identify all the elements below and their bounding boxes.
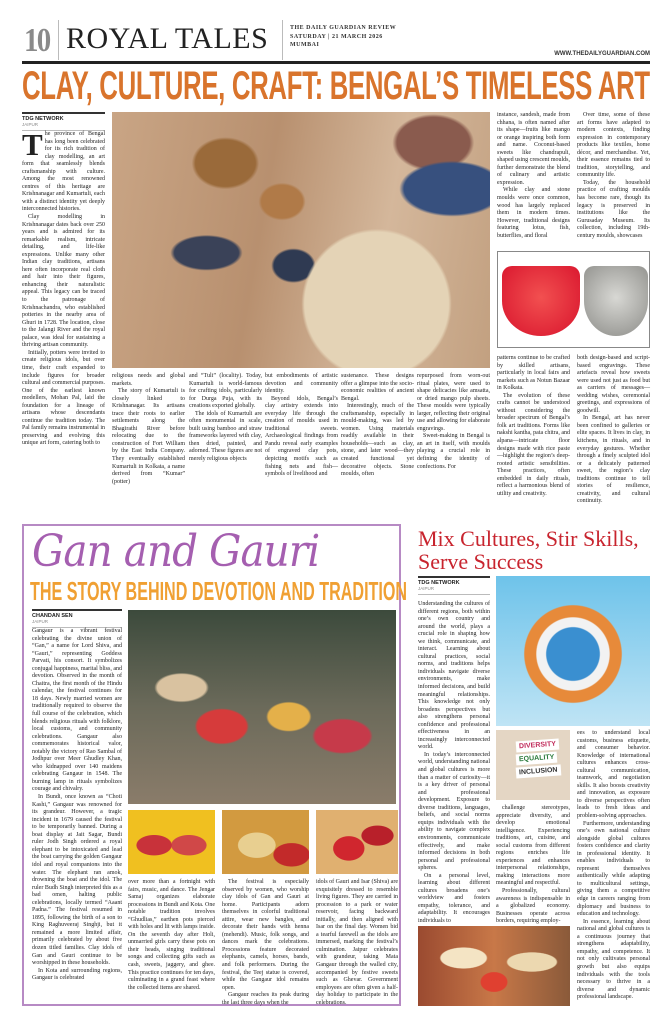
article-column	[128, 879, 215, 1001]
paragraph: The story of Kumartuli is closely linked to Krishnanagar. Its artisans trace their roots to earlier settlements along the Bhagirathi River before relocating due to the construction of Fort William by the East India Company. They eventually established Kumartuli in Kolkata, a name derived from “Kumar” (potter)	[112, 388, 185, 485]
gangaur-dolls-photo	[316, 810, 398, 874]
article-column	[497, 355, 570, 507]
article-column	[418, 601, 490, 924]
byline-name: TDG NETWORK	[418, 580, 460, 586]
website-link[interactable]: WWW.THEDAILYGUARDIAN.COM	[554, 51, 650, 57]
paragraph: he province of Bengal has long been celebrated for its rich tradition of clay modelling, an art form that seamlessly blends craftsmanship with culture. Among the most renowned centres of this heritage are Krishnanagar and Kumartuli, each with a distinct identity yet deeply interconnected histories.	[22, 131, 105, 213]
paragraph: Beyond idols, Bengal’s clay artistry extends into everyday life through the creation of moulds used in traditional sweets. Archaeological findings from Pandu reveal early examples of engraved clay pots, depicting motifs such as fishing nets and fish—symbols of livelihood and	[265, 395, 338, 478]
divider	[282, 20, 283, 60]
paragraph: challenge stereotypes, appreciate diversity, and develop emotional intelligence. Experiencing traditions, art, cuisine, and social customs from different regions enriches life experiences and enhances interpersonal relationships, making interactions more meaningful and respectful.	[496, 805, 570, 887]
paragraph: In essence, learning about national and global cultures is a continuous journey that strengthens adaptability, empathy, and competence. It not only cultivates personal growth but also equips individuals with the tools necessary to thrive in a diverse and dynamic professional landscape.	[577, 918, 650, 1001]
paragraph: Clay modelling in Krishnanagar dates back over 250 years and is admired for its remarkable realism, intricate detailing, and life-like expressions. Unlike many other Indian clay traditions, artisans here often incorporate real cloth and hair into their figures, enhancing their naturalistic appeal. This legacy can be traced to the patronage of Krishnachandra, who established potteries in the nearby area of Ghuri in 1728. The location, close to the Jalangi River and the royal palace, was ideal for sustaining a thriving artisan community.	[22, 214, 105, 349]
paragraph: but embodiments of artistic devotion and community identity.	[265, 373, 338, 395]
paragraph: The idols of Kumartuli are often monumental in scale, built using bamboo and straw frameworks layered with clay, then dried, painted, and adorned. These figures are not merely religious objects	[189, 410, 262, 463]
paragraph: The evolution of these crafts cannot be understood without considering the broader spectrum of Bengal’s folk art traditions. Forms like nakshi kantha, pata chitra, and alpana—intricate floor designs made with rice paste—highlight the region’s deep-rooted artistic sensibilities. These practices, often embedded in daily rituals, reflect a harmonious blend of utility and creativity.	[497, 392, 570, 497]
paragraph: Initially, potters were invited to create religious idols, but over time, their craft expanded to include figures for broader cultural and commercial purposes. One of the earliest known modellers, Mohan Pal, laid the foundation for a lineage of artisans whose descendants continue the tradition today. The Pal family remains instrumental in preserving and evolving this unique art form, catering both to	[22, 349, 105, 447]
paragraph: On a personal level, learning about different cultures broadens one’s worldview and fosters empathy, tolerance, and adaptability. It encourages individuals to	[418, 872, 490, 924]
byline-city: JAIPUR	[418, 586, 435, 591]
paragraph: and “Tuli” (locality). Today, Kumartuli is world-famous for crafting idols, particularly for Durga Puja, with its creations exported globally.	[189, 373, 262, 410]
paragraph: sustenance. These designs offer a glimpse into the socio-economic realities of ancient Bengal.	[341, 373, 414, 402]
culture-headline: Mix Cultures, Stir Skills, Serve Success	[418, 526, 639, 574]
article-column	[577, 112, 650, 248]
article-column	[577, 730, 650, 1006]
divider	[58, 20, 59, 60]
paragraph: patterns continue to be crafted by skilled artisans, particularly in local fairs and markets such as Notun Bazaar in Kolkata.	[497, 355, 570, 392]
byline-name: CHANDAN SEN	[32, 613, 73, 619]
paragraph: ees to understand local customs, business etiquette, and consumer behavior. Knowledge of international cultures enhances cross-cultural communication, teamwork, and negotiation skills. It also boosts creativity and innovation, as exposure to diverse perspectives often leads to fresh ideas and problem-solving approaches.	[577, 730, 650, 820]
byline	[418, 576, 490, 595]
article-column	[497, 112, 570, 248]
main-headline: CLAY, CULTURE, CRAFT: BENGAL’S TIMELESS ART	[22, 64, 650, 108]
section-title: ROYAL TALES	[66, 22, 269, 55]
article-column	[417, 373, 490, 507]
paragraph: In Kota and surrounding regions, Gangaur is celebrated	[32, 967, 122, 982]
paragraph: Today, the household practice of crafting moulds has become rare, though its legacy is preserved in institutions like the Gurusaday Museum. Its collection, including 19th-century moulds, showcases	[577, 179, 650, 239]
article-column	[112, 373, 185, 507]
paragraph: In Bundi, once known as “Choti Kashi,” Gangaur was renowned for its grandeur. However, a tragic incident in 1679 caused the festival to be temporarily banned. During a boat display at Jait Sagar, Bundi ruler Jodh Singh ordered a royal elephant to be intoxicated and lead the boat carrying the golden Gangaur idol and royal companions into the water. The elephant ran amok, drowning the boat and the idol. The ruler Budh Singh interpreted this as a bad omen, halting public celebrations, locally termed “Aaant Padna.” The festival resumed in 1895, following the birth of a son to King Raghuveeraj Singhji, but it remained a more limited affair, primarily celebrated by about five dozen titled families. Clay idols of Gan and Gauri continue to be worshipped in these households.	[32, 794, 122, 967]
paragraph: Interestingly, much of the craftsmanship, especially in mould-making, was led by women. Using materials readily available in their households—such as clay, stone, and later wood—they created functional yet decorative objects. Stone moulds, often	[341, 403, 414, 478]
edition-info	[290, 24, 396, 50]
globe-children-illustration	[496, 576, 650, 726]
paragraph: Understanding the cultures of different regions, both within one’s own country and around the world, plays a crucial role in shaping how we think, communicate, and interact. Learning about cultural practices, social norms, and traditions helps individuals navigate diverse environments, make informed decisions, and build meaningful relationships. This knowledge not only broadens perspectives but also strengthens personal confidence and professional effectiveness in an increasingly interconnected world.	[418, 601, 490, 751]
byline-city: JAIPUR	[32, 619, 49, 624]
sweet-moulds-photo	[112, 112, 490, 368]
gangaur-dolls-photo	[222, 810, 309, 874]
diversity-tag: DIVERSITY	[516, 739, 560, 753]
drop-cap: T	[22, 127, 43, 162]
paper-name: THE DAILY GUARDIAN REVIEW	[290, 25, 397, 31]
paragraph: religious needs and global markets.	[112, 373, 185, 387]
goddess-masks-photo	[497, 251, 650, 348]
inclusion-tag: INCLUSION	[516, 764, 561, 778]
paragraph: Sweet-making in Bengal is an art in itself, with moulds playing a crucial role in defining the identity of confections. For	[417, 433, 490, 470]
byline-city: JAIPUR	[22, 122, 39, 127]
article-column	[577, 355, 650, 507]
article-column	[222, 879, 309, 1006]
paragraph: Gangaur is a vibrant festival celebrating the divine union of “Gan,” a name for Lord Shiva, and “Gauri,” representing Goddess Parvati, his consort. It symbolizes conjugal happiness, marital bliss, and devotion. Observed in the month of Chaitra, the first month of the Hindu calendar, the festival continues for 18 days. Newly married women are traditionally required to observe the full course of the celebration, which blends religious rituals with folklore, local customs, and community celebrations. Gangaur also commemorates historical valor, notably the victory of Rao Sambal of Jodhpur over Meer Ghudley Khan, who kidnapped over 140 maidens celebrating Gangaur in 1548. The burning lamp in rituals symbolizes courage and chivalry.	[32, 628, 122, 793]
article-column	[32, 628, 122, 1000]
paragraph: Over time, some of these art forms have adapted to modern contexts, finding expression in contemporary products like textiles, home décor, and merchandise. Yet, their essence remains tied to tradition, storytelling, and community life.	[577, 112, 650, 179]
paragraph: instance, sandesh, made from chhana, is often named after its shape—fruits like mango or orange inspiring both form and name. Coconut-based sweets like chandrapuli, shaped using crescent moulds, further demonstrate the blend of culinary and artistic expression.	[497, 112, 570, 186]
paragraph: Professionally, cultural awareness is indispensable in a globalized economy. Businesses operate across borders, requiring employ-	[496, 888, 570, 925]
gangaur-idols-photo	[128, 610, 396, 804]
gangaur-title: Gan and Gauri	[32, 526, 320, 577]
diversity-notes-photo	[496, 730, 570, 800]
page-number: 10	[24, 22, 50, 59]
red-mask-image	[502, 266, 580, 336]
paragraph: In today’s interconnected world, understanding national and global cultures is more than a matter of curiosity—it is a key driver of personal and professional development. Exposure to diverse traditions, languages, beliefs, and social norms equips individuals with the ability to navigate complex environments, communicate effectively, and make informed decisions in both personal and professional spheres.	[418, 751, 490, 872]
article-column	[22, 127, 105, 507]
edition-city: MUMBAI	[290, 42, 320, 48]
paragraph: In Bengal, art has never been confined to galleries or elite spaces. It lives in clay, in kitchens, in rituals, and in everyday gestures. Whether through a finely sculpted idol or a delicately patterned sweet, the region’s clay traditions continue to tell stories of resilience, creativity, and cultural continuity.	[577, 415, 650, 505]
equality-tag: EQUALITY	[516, 752, 558, 766]
byline-name: TDG NETWORK	[22, 116, 64, 122]
byline	[32, 609, 122, 628]
article-column	[189, 373, 262, 507]
paragraph: idols of Gauri and Isar (Shiva) are exquisitely dressed to resemble living figures. They are carried in procession to a park or water reservoir, facing backward initially, and then aligned with Isar on the final day. Women bid a tearful farewell as the idols are immersed, marking the festival’s culmination. Jaipur celebrates with grandeur, taking Mata Gangaur through the walled city, accompanied by festive sweets such as Ghevar. Government employees are often given a half-day holiday to participate in the celebrations.	[316, 879, 398, 1006]
paragraph: Gangaur reaches its peak during the last three days when the	[222, 992, 309, 1006]
article-column	[316, 879, 398, 1006]
paragraph: While clay and stone moulds were once common, wood has largely replaced them in modern times. However, traditional designs featuring lotus, fish, butterflies, and floral	[497, 187, 570, 239]
cultural-mural-painting	[418, 926, 570, 1006]
gangaur-dolls-photo	[128, 810, 215, 874]
article-column	[496, 805, 570, 925]
paragraph: repurposed from worn-out ritual plates, were used to shape delicacies like amsatta, or dried mango pulp sheets. These moulds were typically larger, reflecting their original use and allowing for elaborate engravings.	[417, 373, 490, 432]
paragraph: both design-based and script-based engravings. These artefacts reveal how sweets were used not just as food but as carriers of messages—wedding wishes, ceremonial greetings, and expressions of goodwill.	[577, 355, 650, 414]
paragraph: Furthermore, understanding one’s own national culture alongside global cultures fosters confidence and clarity in professional identity. It enables individuals to represent themselves authentically while adapting to multicultural settings, giving them a competitive edge in careers ranging from diplomacy and business to education and technology.	[577, 820, 650, 918]
article-column	[341, 373, 414, 507]
article-column	[265, 373, 338, 507]
paragraph: over more than a fortnight with fairs, music, and dance. The Jengar Samaj organizes elaborate processions in Bundi and Kota. One notable tradition involves “Ghudlias,” earthen pots pierced with holes and lit with lamps inside. On the seventh day after Holi, unmarried girls carry these pots on their heads, singing traditional songs and collecting gifts such as cash, sweets, jaggery, and ghee. This practice continues for ten days, culminating in a grand feast where the collected items are shared.	[128, 879, 215, 991]
edition-date: SATURDAY | 21 MARCH 2026	[290, 33, 383, 40]
grey-mask-image	[584, 266, 648, 336]
paragraph: The festival is especially observed by women, who worship clay idols of Gan and Gauri at home. Participants adorn themselves in colorful traditional attire, wear new bangles, and decorate their hands with henna (mehendi). Music, folk songs, and dances mark the celebrations. Processions feature decorated elephants, camels, horses, bands, and folk performers. During the festival, the Teej statue is covered, while the Gangaur idol remains open.	[222, 879, 309, 991]
gangaur-subtitle: THE STORY BEHIND DEVOTION AND TRADITION	[30, 576, 408, 606]
